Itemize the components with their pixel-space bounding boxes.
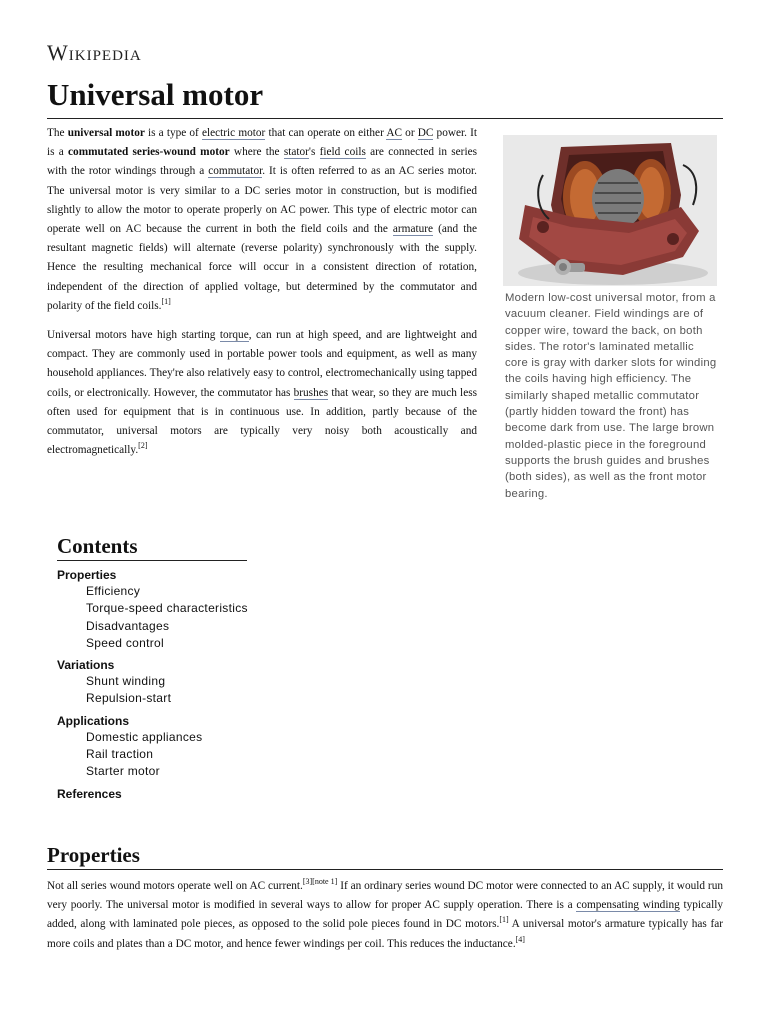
toc-item[interactable]: Disadvantages <box>86 618 170 633</box>
toc-group-variations <box>57 657 357 708</box>
citation-link[interactable]: [4] <box>515 934 525 944</box>
toc-item[interactable]: Shunt winding <box>86 674 166 689</box>
toc-item[interactable]: Efficiency <box>86 584 141 598</box>
link-commutator[interactable]: commutator <box>208 165 263 178</box>
toc-item[interactable]: Rail traction <box>86 747 154 762</box>
universal-motor-image <box>503 135 717 286</box>
bold-term: universal motor <box>67 127 145 139</box>
toc-group-references <box>57 786 357 802</box>
link-stator[interactable]: stator <box>283 146 309 159</box>
toc-heading[interactable]: References <box>57 786 122 801</box>
text: or <box>402 127 418 139</box>
motor-photo[interactable] <box>503 135 717 286</box>
note-link[interactable]: [note 1] <box>312 877 338 887</box>
text: are connected in series with the rotor windings through a <box>47 146 477 178</box>
text: , can run at high speed, and are lightweight and compact. They are commonly used in portable power tools and equipment, as well as many household appliances. They're also relatively easy to control, electromechanically using tapped coils, or electronically. However, the commutator has <box>47 329 478 399</box>
toc-heading[interactable]: Properties <box>57 568 117 582</box>
toc-group-applications <box>57 713 357 781</box>
citation-link[interactable]: [1] <box>161 297 171 307</box>
link-compensating-winding[interactable]: compensating winding <box>576 899 680 912</box>
link-ac[interactable]: AC <box>386 127 403 139</box>
toc-item[interactable]: Speed control <box>86 635 164 650</box>
citation-link[interactable]: [2] <box>138 441 148 451</box>
toc-item[interactable]: Repulsion-start <box>86 691 172 706</box>
toc-item[interactable]: Domestic appliances <box>86 729 203 744</box>
text: A universal motor's armature typically has far more coils and plates than a DC motor, and hence fewer windings per coil. This reduces the inductance. <box>47 918 723 950</box>
text: typically added, along with laminated pole pieces, as opposed to the solid pole pieces found in DC motors. <box>47 899 723 931</box>
figure-caption: Modern low-cost universal motor, from a vacuum cleaner. Field windings are of copper wire, toward the back, on both sides. The rotor's laminated metallic core is gray with darker slots for winding the coils having high efficiency. The similarly shaped metallic commutator (partly hidden toward the front) has become dark from use. The large brown molded-plastic piece in the foreground supports the brush guides and brushes (both sides), as well as the front motor bearing. <box>505 292 717 500</box>
text: where the <box>229 146 284 159</box>
link-torque[interactable]: torque <box>219 329 249 342</box>
toc-heading[interactable]: Applications <box>57 713 130 728</box>
text: The <box>47 127 68 139</box>
bold-term: commutated series-wound motor <box>68 146 230 159</box>
text: (and the resultant magnetic fields) will alternate (reverse polarity) synchronously with the supply. Hence the resulting mechanical force will occur in a consistent direction of rotation, independent of the direction of applied voltage, but determined by the commutator and polarity of the field coils. <box>47 223 477 312</box>
link-brushes[interactable]: brushes <box>293 386 329 399</box>
section-heading-properties: Properties <box>47 842 723 870</box>
lead-section <box>47 124 477 470</box>
link-dc[interactable]: DC <box>417 127 434 139</box>
text: that can operate on either <box>265 127 387 139</box>
citation-link[interactable]: [3] <box>302 877 313 887</box>
toc-title: Contents <box>57 534 247 561</box>
figure <box>503 135 717 502</box>
text: Not all series wound motors operate well on AC current. <box>47 880 303 892</box>
text: power. It is a <box>47 127 478 159</box>
page-title: Universal motor <box>47 76 723 119</box>
text: is a type of <box>144 127 202 139</box>
citation-link[interactable]: [1] <box>499 915 509 925</box>
link-armature[interactable]: armature <box>392 223 434 236</box>
text: that wear, so they are much less often used for equipment that is in continuous use. In addition, partly because of the commutator, universal motors are typically very noisy both acoustically and electromagnetically. <box>47 386 477 457</box>
intro-paragraph-2 <box>47 326 477 460</box>
properties-paragraph <box>47 877 723 954</box>
link-electric-motor[interactable]: electric motor <box>201 127 266 139</box>
intro-paragraph-1 <box>47 124 477 316</box>
text: 's <box>308 146 320 159</box>
table-of-contents <box>57 534 357 807</box>
wikipedia-logo[interactable]: Wikipedia <box>47 40 142 65</box>
text: . It is often referred to as an AC series motor. The universal motor is very similar to a DC series motor in construction, but is modified slightly to allow the motor to operate properly on AC power. This type of electric motor can operate well on AC because the current in both the field coils and the <box>47 165 477 236</box>
link-field-coils[interactable]: field coils <box>319 146 366 159</box>
toc-item[interactable]: Starter motor <box>86 764 160 779</box>
toc-heading[interactable]: Variations <box>57 658 115 673</box>
text: If an ordinary series wound DC motor were connected to an AC supply, it would run very poorly. The universal motor is modified in several ways to allow for proper AC supply operation. There is a <box>47 880 723 912</box>
toc-group-properties <box>57 567 357 652</box>
text: Universal motors have high starting <box>47 329 220 342</box>
toc-item[interactable]: Torque-speed characteristics <box>86 601 248 616</box>
